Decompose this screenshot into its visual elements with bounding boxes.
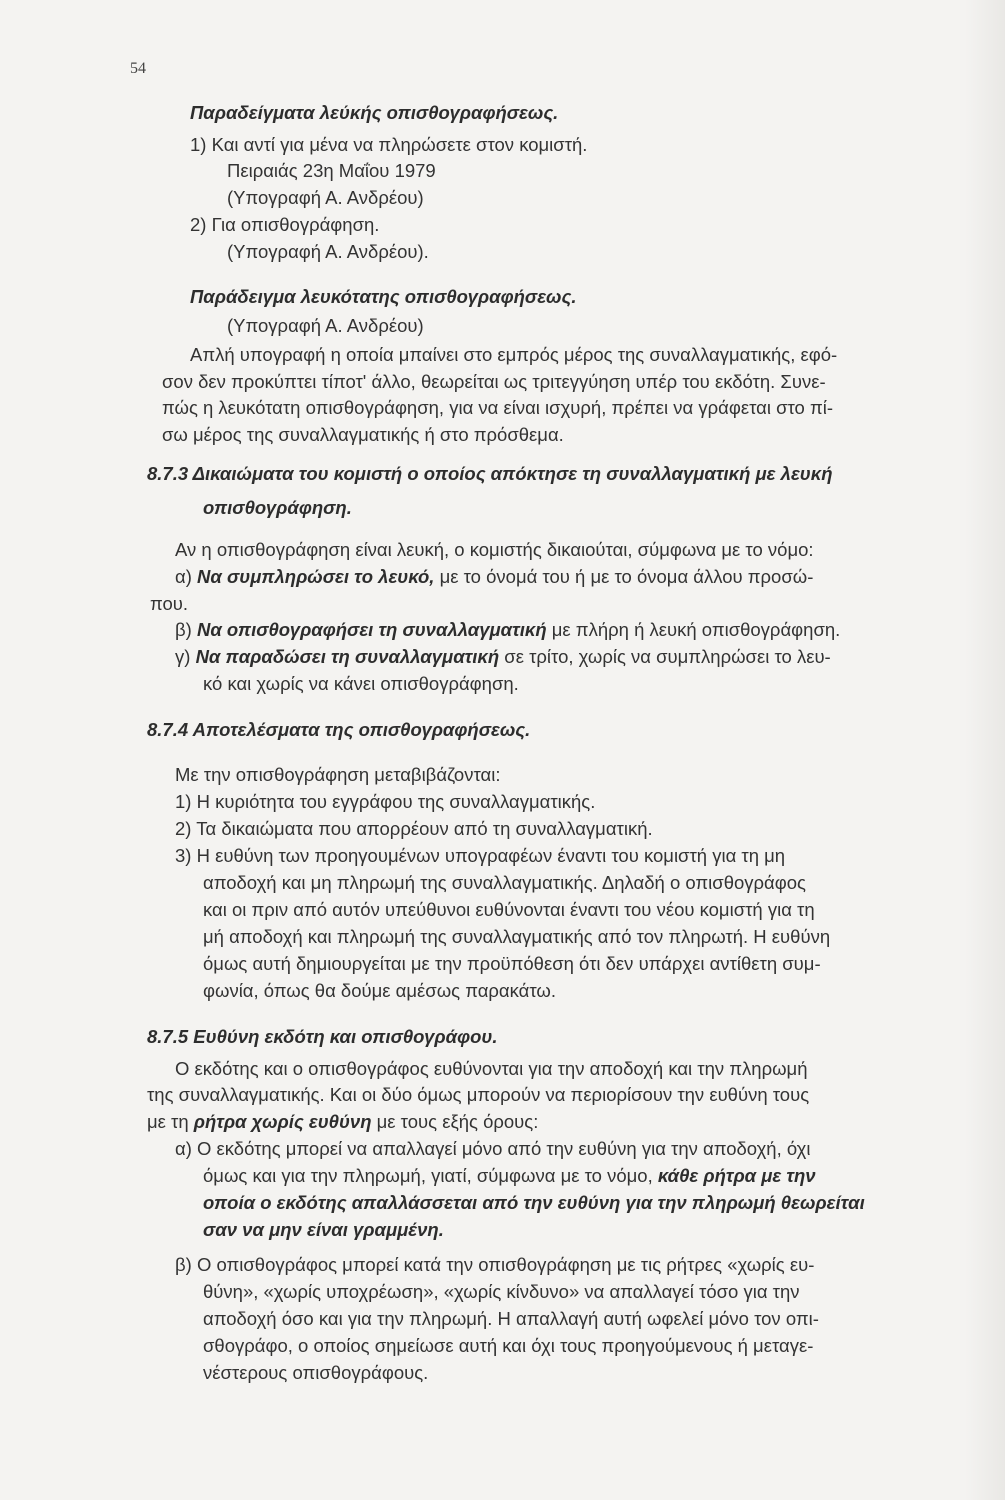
text-line: Με την οπισθογράφηση μεταβιβάζονται: — [175, 764, 501, 785]
text-line: που. — [150, 593, 189, 614]
text-line: Πειραιάς 23η Μαΐου 1979 — [227, 160, 436, 181]
text-line: και οι πριν από αυτόν υπεύθυνοι ευθύνονται έναντι του νέου κομιστή για τη — [203, 899, 815, 920]
text-line: με τη ρήτρα χωρίς ευθύνη με τους εξής όρους: — [147, 1111, 539, 1132]
section-heading-8-7-3-cont: οπισθογράφηση. — [203, 497, 352, 518]
list-item: α) Να συμπληρώσει το λευκό, με το όνομά του ή με το όνομα άλλου προσώ- — [175, 566, 814, 587]
list-item: β) Να οπισθογραφήσει τη συναλλαγματική με πλήρη ή λευκή οπισθογράφηση. — [175, 619, 841, 640]
list-item: β) Ο οπισθογράφος μπορεί κατά την οπισθογράφηση με τις ρήτρες «χωρίς ευ- — [175, 1254, 815, 1275]
text-line: (Υπογραφή Α. Ανδρέου). — [227, 241, 429, 262]
text-line: φωνία, όπως θα δούμε αμέσως παρακάτω. — [203, 980, 556, 1001]
text-line: Ο εκδότης και ο οπισθογράφος ευθύνονται για την αποδοχή και την πληρωμή — [175, 1058, 808, 1079]
text-line: (Υπογραφή Α. Ανδρέου) — [227, 187, 424, 208]
text-line: κό και χωρίς να κάνει οπισθογράφηση. — [203, 673, 519, 694]
text-line: της συναλλαγματικής. Και οι δύο όμως μπορούν να περιορίσουν την ευθύνη τους — [147, 1084, 810, 1105]
list-item: 3) Η ευθύνη των προηγουμένων υπογραφέων έναντι του κομιστή για τη μη — [175, 845, 786, 866]
text-line: Απλή υπογραφή η οποία μπαίνει στο εμπρός μέρος της συναλλαγματικής, εφό- — [190, 344, 838, 365]
example-heading: Παράδειγμα λευκότατης οπισθογραφήσεως. — [190, 286, 577, 307]
text-line-emphasis: οποία ο εκδότης απαλλάσσεται από την ευθύνη για την πληρωμή θεωρείται — [203, 1192, 865, 1213]
text-line-emphasis: σαν να μην είναι γραμμένη. — [203, 1219, 444, 1240]
list-item: γ) Να παραδώσει τη συναλλαγματική σε τρίτο, χωρίς να συμπληρώσει το λευ- — [175, 646, 831, 667]
section-heading-8-7-5: 8.7.5 Ευθύνη εκδότη και οπισθογράφου. — [147, 1026, 498, 1047]
text-line: μή αποδοχή και πληρωμή της συναλλαγματικής από τον πληρωτή. Η ευθύνη — [203, 926, 831, 947]
text-line: αποδοχή όσο και για την πληρωμή. Η απαλλαγή αυτή ωφελεί μόνο τον οπι- — [203, 1308, 819, 1329]
list-item: 1) Η κυριότητα του εγγράφου της συναλλαγματικής. — [175, 791, 596, 812]
text-line: θύνη», «χωρίς υποχρέωση», «χωρίς κίνδυνο» να απαλλαγεί τόσο για την — [203, 1281, 800, 1302]
text-line: σον δεν προκύπτει τίποτ' άλλο, θεωρείται ως τριτεγγύηση υπέρ του εκδότη. Συνε- — [162, 371, 826, 392]
list-item: α) Ο εκδότης μπορεί να απαλλαγεί μόνο από την ευθύνη για την αποδοχή, όχι — [175, 1138, 811, 1159]
section-heading-8-7-4: 8.7.4 Αποτελέσματα της οπισθογραφήσεως. — [147, 719, 531, 740]
text-line: Αν η οπισθογράφηση είναι λευκή, ο κομιστής δικαιούται, σύμφωνα με το νόμο: — [175, 539, 814, 560]
text-line: 1) Και αντί για μένα να πληρώσετε στον κομιστή. — [190, 134, 588, 155]
text-line: πώς η λευκότατη οπισθογράφηση, για να είναι ισχυρή, πρέπει να γράφεται στο πί- — [162, 397, 834, 418]
page-gutter-shadow — [965, 0, 1005, 1500]
examples-heading: Παραδείγματα λεύκής οπισθογραφήσεως. — [190, 102, 559, 123]
text-line: νέστερους οπισθογράφους. — [203, 1362, 429, 1383]
text-line: 2) Για οπισθογράφηση. — [190, 214, 380, 235]
section-heading-8-7-3: 8.7.3 Δικαιώματα του κομιστή ο οποίος απόκτησε τη συναλλαγματική με λευκή — [147, 463, 833, 484]
text-line: αποδοχή και μη πληρωμή της συναλλαγματικής. Δηλαδή ο οπισθογράφος — [203, 872, 806, 893]
list-item: 2) Τα δικαιώματα που απορρέουν από τη συναλλαγματική. — [175, 818, 653, 839]
text-line: όμως και για την πληρωμή, γιατί, σύμφωνα με το νόμο, κάθε ρήτρα με την — [203, 1165, 816, 1186]
text-line: σθογράφο, ο οποίος σημείωσε αυτή και όχι τους προηγούμενους ή μεταγε- — [203, 1335, 814, 1356]
text-line: (Υπογραφή Α. Ανδρέου) — [227, 315, 424, 336]
text-line: σω μέρος της συναλλαγματικής ή στο πρόσθεμα. — [162, 424, 564, 445]
page-number: 54 — [130, 60, 146, 77]
text-line: όμως αυτή δημιουργείται με την προϋπόθεση ότι δεν υπάρχει αντίθετη συμ- — [203, 953, 821, 974]
